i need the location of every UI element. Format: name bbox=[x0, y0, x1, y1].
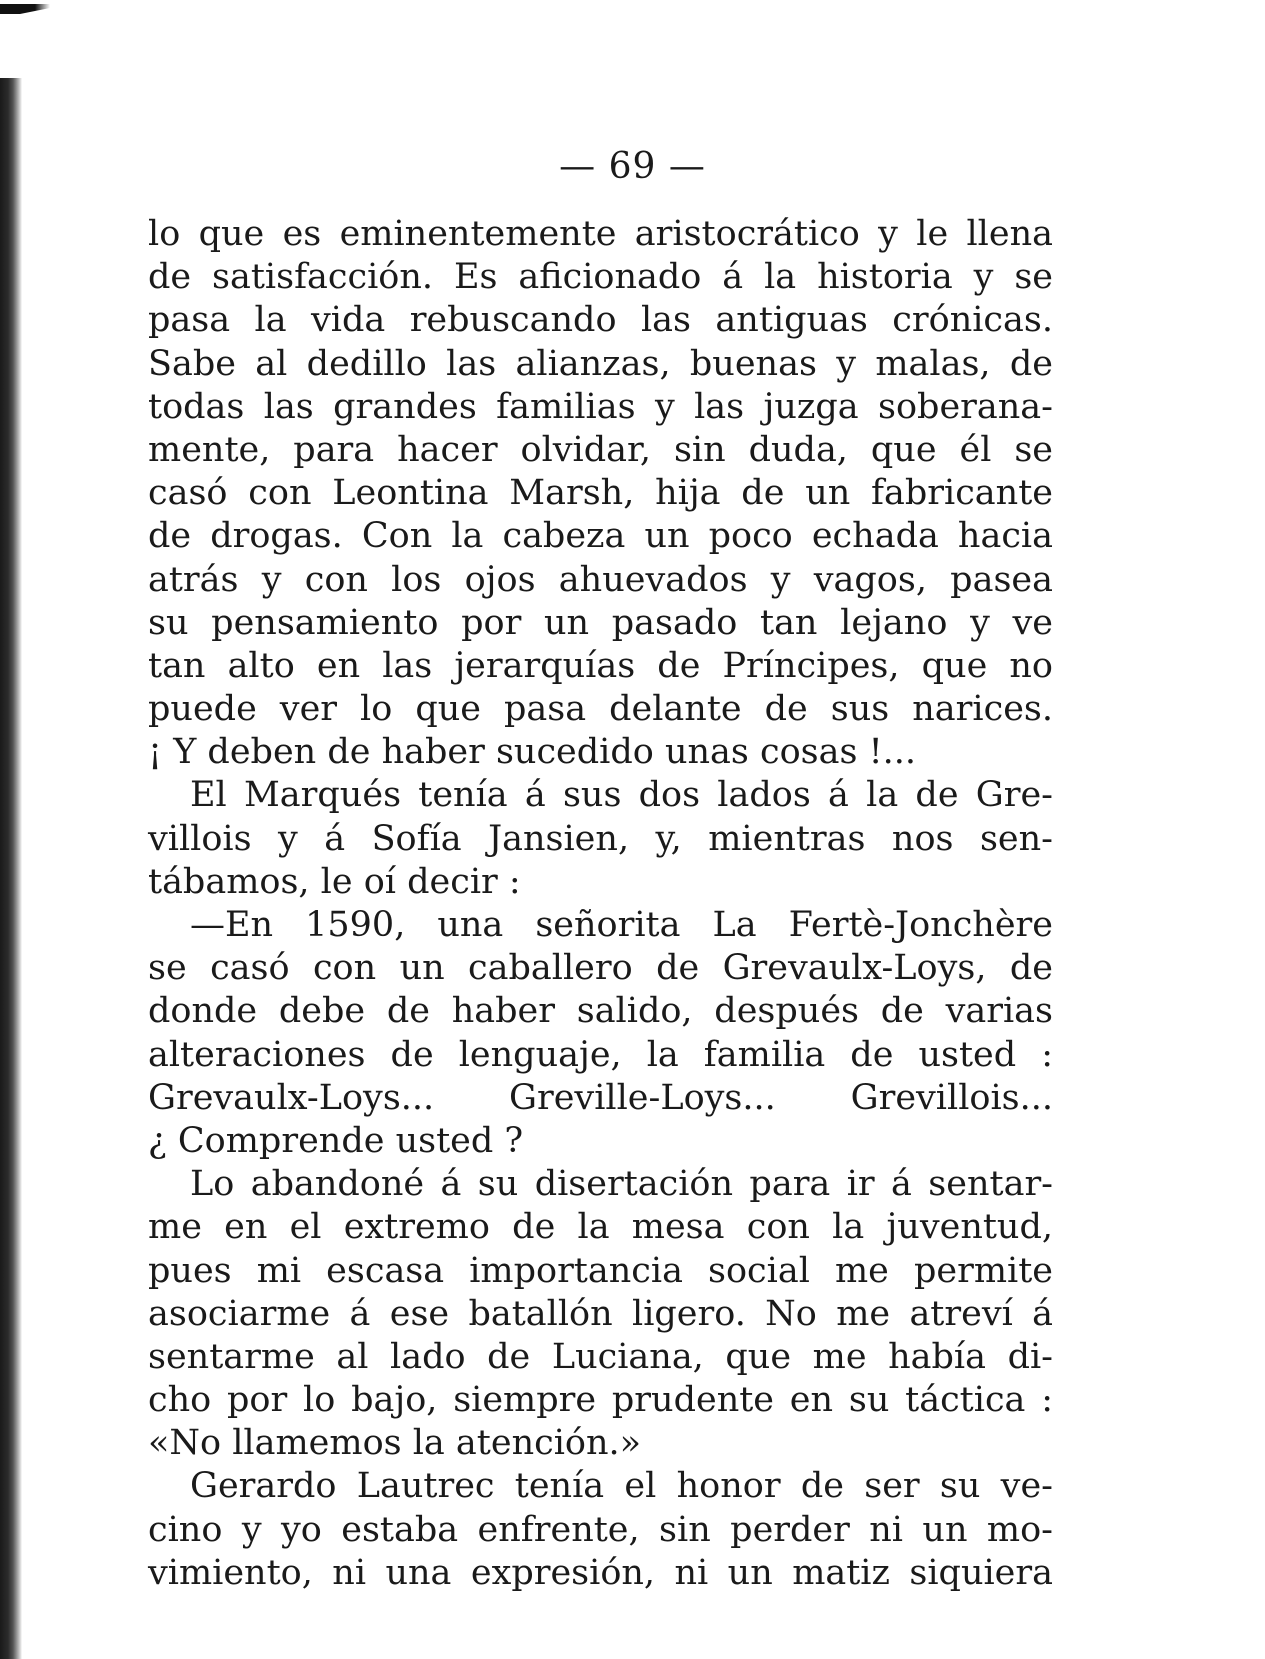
text-line: «No llamemos la atención.» bbox=[148, 1423, 642, 1464]
text-line: lo que es eminentemente aristocrático y le llena bbox=[148, 214, 1053, 254]
book-spine-shadow bbox=[0, 78, 22, 1659]
text-line: todas las grandes familias y las juzga soberana- bbox=[148, 386, 1053, 427]
text-line: Gerardo Lautrec tenía el honor de ser su ve- bbox=[190, 1466, 1053, 1507]
text-line: donde debe de haber salido, después de varias bbox=[148, 991, 1053, 1032]
text-line: puede ver lo que pasa delante de sus narices. bbox=[148, 689, 1053, 730]
text-line: alteraciones de lenguaje, la familia de usted : bbox=[148, 1034, 1053, 1075]
text-line: cho por lo bajo, siempre prudente en su táctica : bbox=[148, 1380, 1053, 1421]
text-line: tan alto en las jerarquías de Príncipes, que no bbox=[148, 645, 1053, 686]
page-number: — 69 — bbox=[559, 146, 706, 187]
text-line: cino y yo estaba enfrente, sin perder ni un mo- bbox=[148, 1509, 1053, 1550]
text-line: de drogas. Con la cabeza un poco echada hacia bbox=[148, 516, 1053, 557]
text-line: vimiento, ni una expresión, ni un matiz siquiera bbox=[148, 1552, 1053, 1593]
text-line: pasa la vida rebuscando las antiguas crónicas. bbox=[148, 300, 1053, 341]
text-line: —En 1590, una señorita La Fertè-Jonchère bbox=[190, 905, 1053, 945]
text-line: villois y á Sofía Jansien, y, mientras nos sen- bbox=[148, 818, 1053, 859]
text-line: se casó con un caballero de Grevaulx-Loys, de bbox=[148, 948, 1053, 989]
text-line: su pensamiento por un pasado tan lejano y ve bbox=[148, 602, 1053, 643]
text-line: Grevaulx-Loys... Greville-Loys... Grevillois... bbox=[148, 1077, 1053, 1118]
text-line: ¡ Y deben de haber sucedido unas cosas !... bbox=[148, 732, 917, 773]
text-line: mente, para hacer olvidar, sin duda, que él se bbox=[148, 429, 1053, 470]
text-line: asociarme á ese batallón ligero. No me atreví á bbox=[148, 1293, 1053, 1334]
text-line: atrás y con los ojos ahuevados y vagos, pasea bbox=[148, 559, 1053, 600]
text-line: casó con Leontina Marsh, hija de un fabricante bbox=[148, 473, 1053, 514]
text-line: me en el extremo de la mesa con la juventud, bbox=[148, 1207, 1053, 1248]
text-line: ¿ Comprende usted ? bbox=[148, 1120, 524, 1161]
scan-corner-mark bbox=[0, 4, 50, 14]
text-line: pues mi escasa importancia social me permite bbox=[148, 1250, 1053, 1291]
text-line: tábamos, le oí decir : bbox=[148, 861, 521, 902]
text-line: El Marqués tenía á sus dos lados á la de Gre- bbox=[190, 775, 1053, 816]
text-line: de satisfacción. Es aficionado á la historia y se bbox=[148, 257, 1053, 298]
text-line: Sabe al dedillo las alianzas, buenas y malas, de bbox=[148, 343, 1053, 384]
body-text bbox=[148, 213, 1053, 1595]
text-line: Lo abandoné á su disertación para ir á sentar- bbox=[190, 1164, 1053, 1205]
text-line: sentarme al lado de Luciana, que me había di- bbox=[148, 1336, 1053, 1377]
